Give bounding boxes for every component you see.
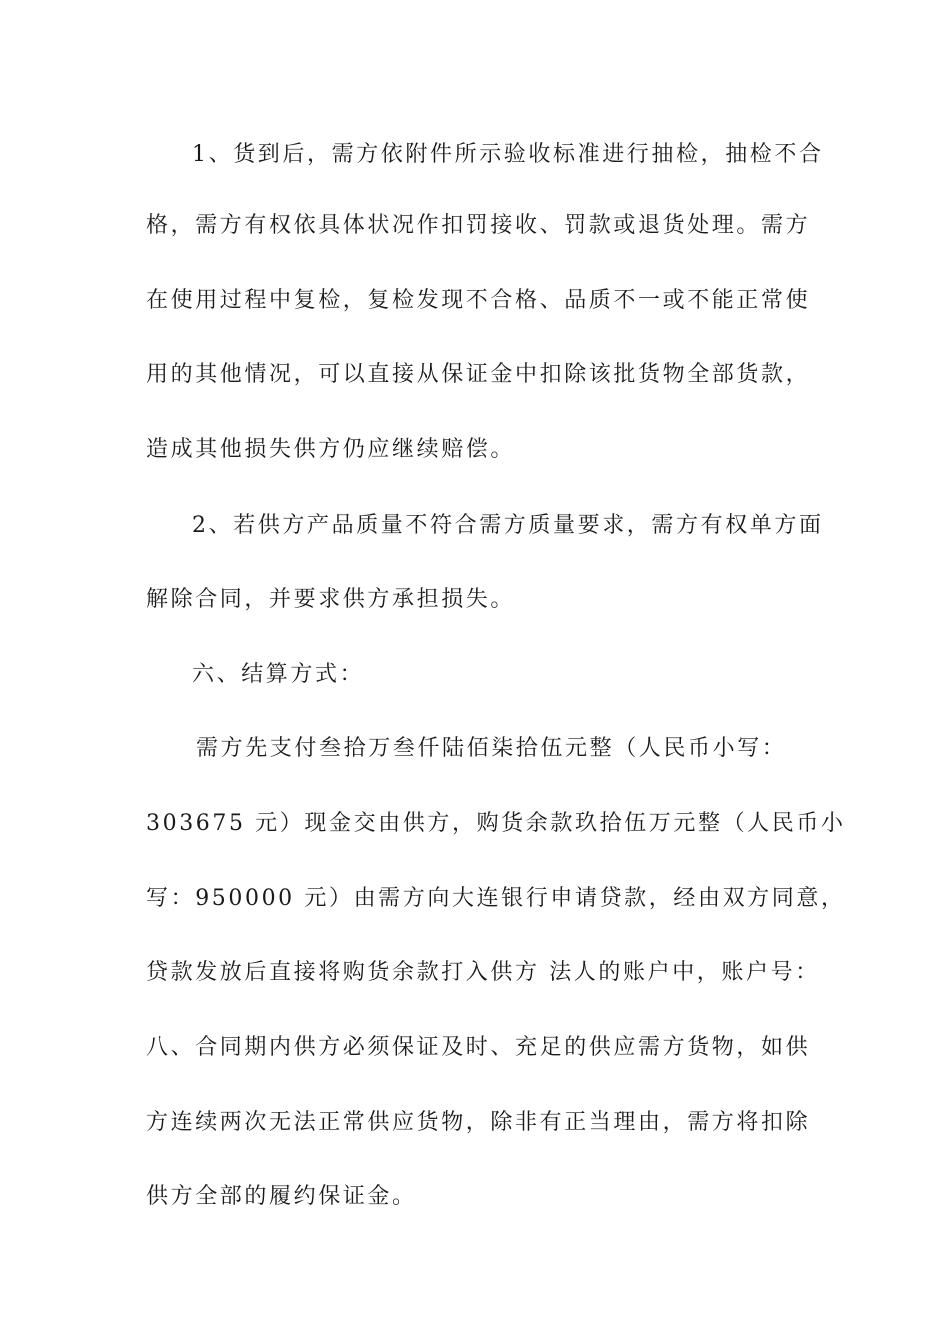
payment-line-2: 303675 元）现金交由供方，购货余款玖拾伍万元整（人民币小: [146, 811, 846, 836]
clause-1-line-4: 用的其他情况，可以直接从保证金中扣除该批货物全部货款，: [146, 362, 811, 387]
clause-1-line-2: 格，需方有权依具体状况作扣罚接收、罚款或退货处理。需方: [146, 213, 811, 238]
section-8-line-3: 供方全部的履约保证金。: [146, 1184, 417, 1209]
section-8-line-1: 八、合同期内供方必须保证及时、充足的供应需方货物，如供: [146, 1035, 811, 1060]
clause-2-line-2: 解除合同，并要求供方承担损失。: [146, 587, 516, 612]
clause-1-line-3: 在使用过程中复检，复检发现不合格、品质不一或不能正常使: [146, 288, 811, 313]
section-6-heading: 六、结算方式：: [192, 662, 365, 687]
clause-1-line-1: 1、货到后，需方依附件所示验收标准进行抽检，抽检不合: [192, 142, 824, 167]
clause-2-line-1: 2、若供方产品质量不符合需方质量要求，需方有权单方面: [192, 513, 824, 538]
payment-line-4: 贷款发放后直接将购货余款打入供方 法人的账户中，账户号：: [146, 960, 820, 985]
section-8-line-2: 方连续两次无法正常供应货物，除非有正当理由，需方将扣除: [146, 1110, 811, 1135]
payment-line-3: 写：950000 元）由需方向大连银行申请贷款，经由双方同意，: [146, 886, 846, 911]
clause-1-line-5: 造成其他损失供方仍应继续赔偿。: [146, 437, 516, 462]
payment-line-1: 需方先支付叁拾万叁仟陆佰柒拾伍元整（人民币小写：: [196, 736, 787, 761]
